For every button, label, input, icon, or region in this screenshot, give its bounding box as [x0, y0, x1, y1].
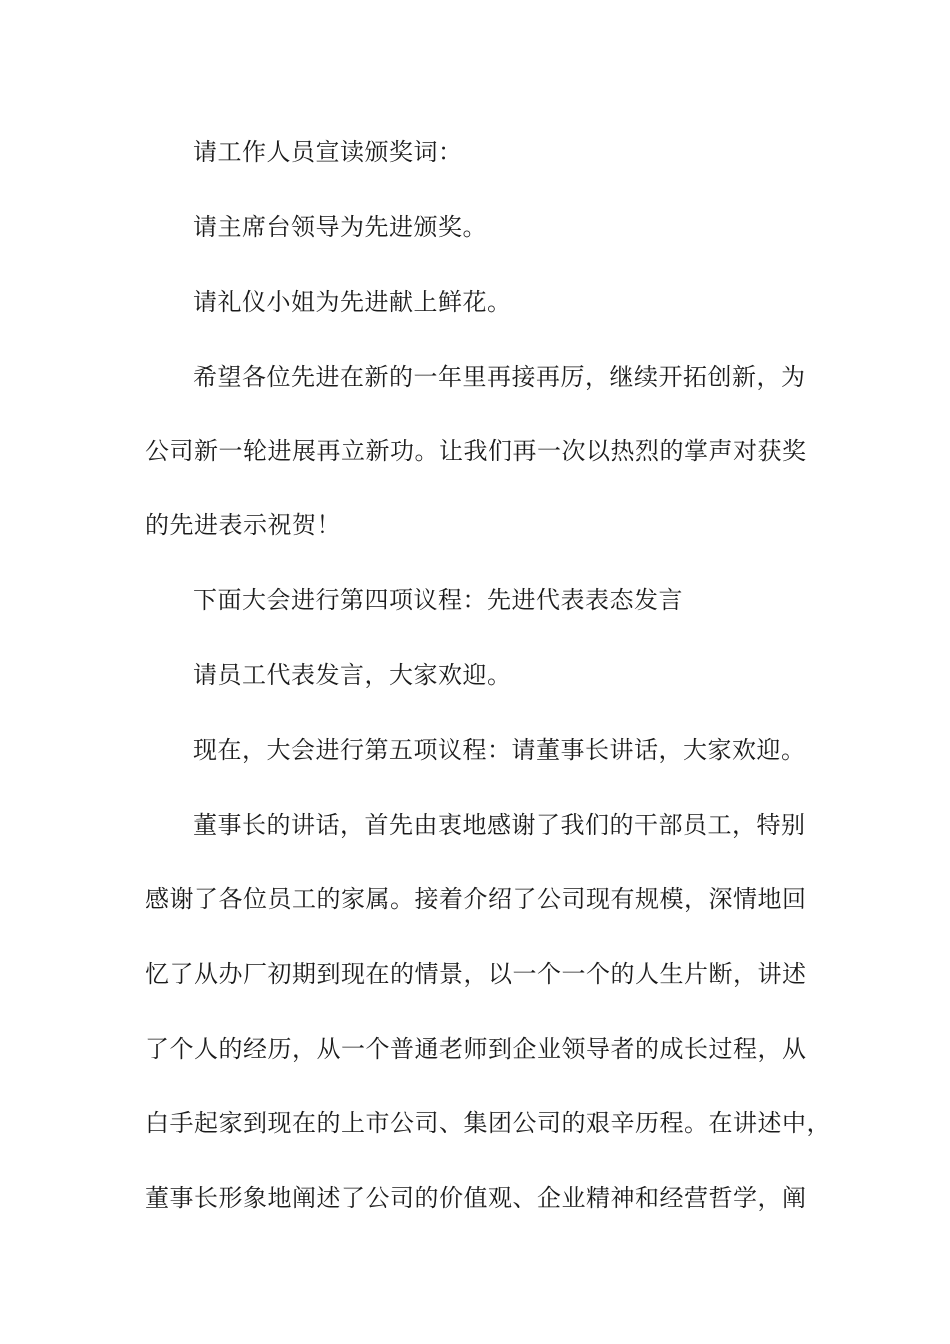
- paragraph-line: 请员工代表发言，大家欢迎。: [193, 661, 512, 689]
- paragraph-line: 忆了从办厂初期到现在的情景，以一个一个的人生片断，讲述: [145, 960, 807, 988]
- paragraph-line: 下面大会进行第四项议程：先进代表表态发言: [193, 586, 683, 614]
- paragraph-line: 请礼仪小姐为先进献上鲜花。: [193, 288, 512, 316]
- paragraph-line: 了个人的经历，从一个普通老师到企业领导者的成长过程，从: [145, 1035, 807, 1063]
- paragraph-line: 请主席台领导为先进颁奖。: [193, 213, 487, 241]
- paragraph-line: 请工作人员宣读颁奖词：: [193, 138, 463, 166]
- paragraph-line: 公司新一轮进展再立新功。让我们再一次以热烈的掌声对获奖: [145, 437, 807, 465]
- paragraph-line: 董事长形象地阐述了公司的价值观、企业精神和经营哲学，阐: [145, 1184, 807, 1212]
- paragraph-line: 现在，大会进行第五项议程：请董事长讲话，大家欢迎。: [193, 736, 806, 764]
- paragraph-line: 的先进表示祝贺！: [145, 511, 341, 539]
- paragraph-line: 感谢了各位员工的家属。接着介绍了公司现有规模，深情地回: [145, 885, 807, 913]
- paragraph-line: 董事长的讲话，首先由衷地感谢了我们的干部员工，特别: [193, 811, 806, 839]
- paragraph-line: 希望各位先进在新的一年里再接再厉，继续开拓创新，为: [193, 363, 806, 391]
- paragraph-line: 白手起家到现在的上市公司、集团公司的艰辛历程。在讲述中，: [145, 1109, 831, 1137]
